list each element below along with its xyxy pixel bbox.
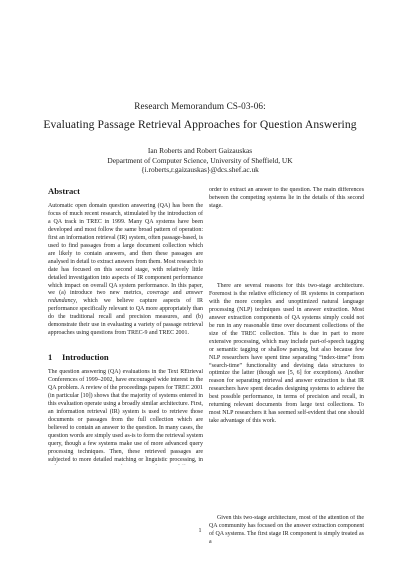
term-coverage: coverage [147, 290, 169, 297]
abstract-text: Automatic open domain question answering (QA) has been the focus of much recent research, stimulated by the introduction of a QA track in TREC in 1999. Many QA systems have been developed and most follow the same broad pattern of operation: first an information retrieval (IR) system, often passage-based, is used to find passages from a large document collection which are likely to contain answers, and then these passages are analysed in detail to extract answers from them. Most research to date has focused on this second stage, with relatively little detailed investigation into aspects of IR component performance which impact on overall QA system performance. In this paper, we (a) introduce two new metrics, coverage and answer redundancy, which we believe capture aspects of IR performance specifically relevant to QA more appropriately than do the traditional recall and precision measures, and (b) demonstrate their use in evaluating a variety of passage retrieval approaches using questions from TREC-9 and TREC 2001. [48, 203, 203, 337]
author-block [0, 146, 400, 175]
right-column [209, 187, 364, 547]
page-number: 1 [198, 528, 202, 534]
intro-paragraph-1-start: The question answering (QA) evaluations in the Text REtrieval Conferences of 1999–2002, have encouraged wide interest in the QA problem. A review of the proceedings papers for TREC 2001 (in particular [10]) shows that the majority of systems entered in this evaluation operate using a broadly similar architecture. First, an information retrieval (IR) system is used to retrieve those documents or passages from the full collection which are believed to contain an answer to the question. In many cases, the question words are simply used as-is to form the retrieval system query, though a few systems make use of more advanced query processing techniques. Then, these retrieved passages are subjected to more detailed matching or linguistic processing, in [48, 369, 203, 463]
section-number: 1 [48, 352, 53, 363]
paragraph-continuation: order to extract an answer to the question. The main differences between the competing systems lie in the details of this second stage. [209, 187, 364, 210]
email: {i.roberts,r.gaizauskas}@dcs.shef.ac.uk [141, 165, 259, 175]
section-title: Introduction [62, 352, 109, 363]
left-column [48, 186, 203, 465]
intro-paragraph-3: Given this two-stage architecture, most of the attention of the QA community has focused on the answer extraction component of QA systems. The first stage IR component is simply treated as a [209, 515, 364, 545]
section-heading-introduction [48, 352, 203, 362]
authors: Ian Roberts and Robert Gaizauskas [147, 146, 253, 155]
intro-paragraph-2: There are several reasons for this two-stage architecture. Foremost is the relative efficiency of IR systems in comparison with the more complex and unoptimized natural language processing (NLP) techniques used in answer extraction. Most answer extraction components of QA systems simply could not be run in any reasonable time over document collections of the size of the TREC collection. This is due in part to more extensive processing, which may include part-of-speech tagging or semantic tagging or shallow parsing, but also because few NLP researchers have spent time separating “index-time” from “search-time” functionality and devising data structures to optimize the latter (though see [5, 6] for exceptions). Another reason for separating retrieval and answer extraction is that IR researchers have spent decades designing systems to achieve the best possible performance, in terms of precision and recall, in returning relevant documents from large text collections. To most NLP researchers it has seemed self-evident that one should take advantage of this work. [209, 283, 364, 425]
memo-number: Research Memorandum CS-03-06: [134, 101, 266, 111]
paper-title: Evaluating Passage Retrieval Approaches for Question Answering [43, 118, 357, 131]
term-answer-redundancy: answer redundancy [48, 290, 203, 305]
abstract-heading: Abstract [48, 186, 80, 196]
affiliation: Department of Computer Science, University of Sheffield, UK [107, 155, 293, 165]
intro-paragraph-1-cont [209, 187, 364, 283]
